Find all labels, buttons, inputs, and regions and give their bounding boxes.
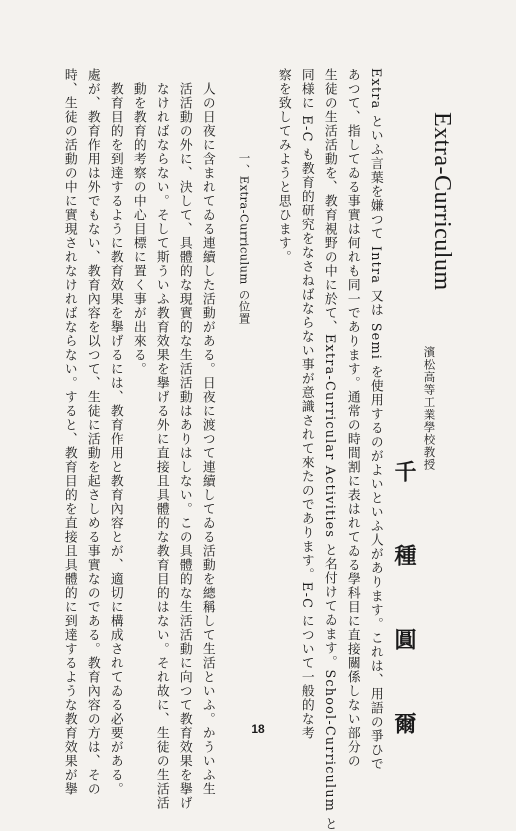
body-line: 動を教育的考察の中心目標に置く事が出來る。 — [130, 82, 146, 376]
section-heading: 一、Extra-Curriculum の位置 — [237, 152, 252, 325]
intro-line: あつて、指してゐる事實は何れも同一であります。通常の時間割に表はれてゐる學科目に直接關係しない部分の — [344, 68, 360, 768]
author-affiliation: 濱松高等工業學校教授 — [422, 346, 437, 471]
intro-line: 察を致してみようと思ひます。 — [275, 68, 291, 264]
body-line: 時、生徒の活動の中に實現されなければならない。すると、教育目的を直接且具體的に到達するような教育效果が擧 — [61, 68, 77, 796]
body-line: 活活動の外に、決して、具體的な現實的な生活活動はありはしない。この具體的な生活活動に向つて教育效果を擧げ — [176, 82, 192, 810]
intro-line: Extra といふ言葉を嫌つて Intra 又は Semi を使用するのがよいといふ人があります。これは、用語の爭ひで — [367, 68, 383, 772]
body-line: 人の日夜に含まれてゐる連續した活動がある。日夜に渡つて連續してゐる活動を總稱して生活といふ。かういふ生 — [199, 82, 215, 796]
page-number: 18 — [251, 722, 265, 736]
body-line: なければならない。そして斯ういふ教育效果を擧げる外に直接且具體的な教育目的はない。それ故に、生徒の生活活 — [153, 82, 169, 810]
body-line: 教育目的を到達するように教育效果を擧げるには、教育作用と教育內容とが、適切に構成されてゐる必要がある。 — [107, 82, 123, 796]
author-name: 千 種 圓 爾 — [391, 460, 417, 754]
article-title: Extra-Curriculum — [429, 112, 455, 291]
intro-line: 同様に E-C も教育的研究をなさねばならない事が意識されて來たのであります。E-C について一般的な考 — [298, 68, 314, 741]
body-line: 處が、教育作用は外でもない、教育內容を以つて、生徒に活動を起さしめる事實なのである。教育內容の方は、その — [84, 68, 100, 796]
intro-line: 生徒の生活活動を、教育視野の中に於て、Extra-Curricular Activities と名付けてゐます。School-Curriculum と — [321, 68, 337, 831]
